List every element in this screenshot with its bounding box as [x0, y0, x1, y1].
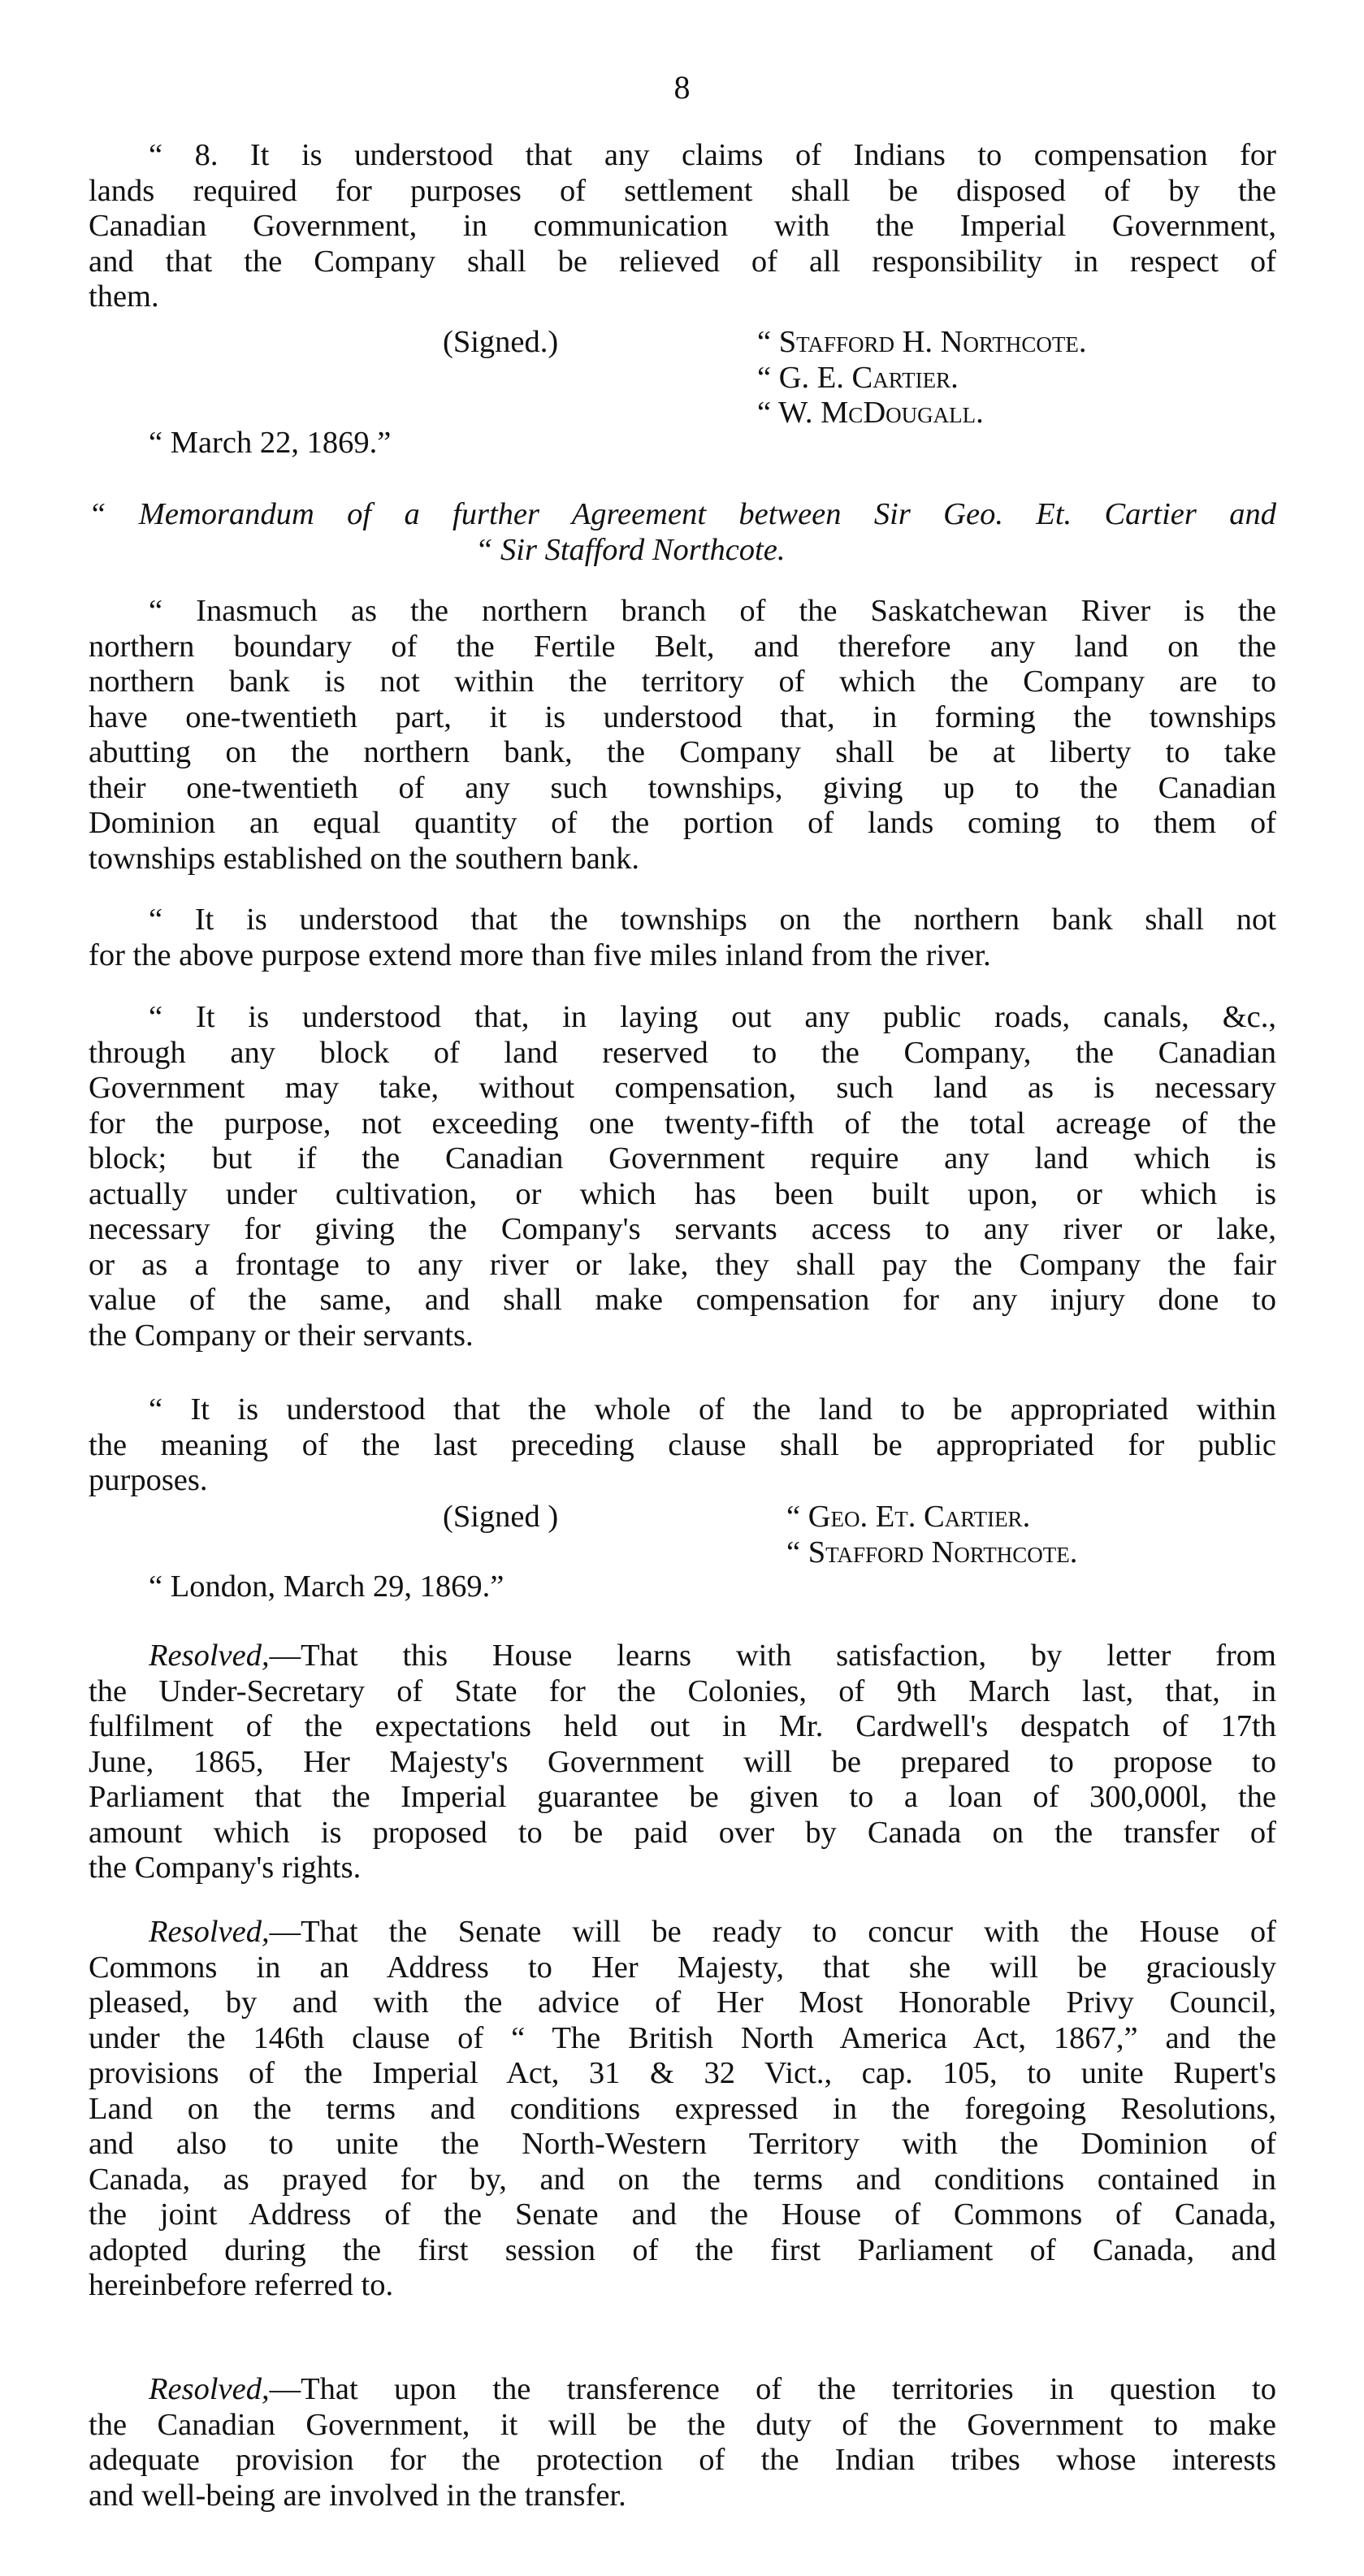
text-line: and also to unite the North-Western Territory with the Dominion of — [89, 2127, 1276, 2161]
text-line: them. — [89, 279, 159, 314]
text-line: actually under cultivation, or which has been built upon, or which is — [89, 1176, 1276, 1211]
signature-date-1: “ March 22, 1869.” — [149, 426, 392, 460]
resolution — [89, 1915, 1276, 2304]
text-line — [89, 2372, 1276, 2408]
resolved-lead: Resolved, — [149, 1639, 270, 1673]
text-line: Parliament that the Imperial guarantee be given to a loan of 300,000l, the — [89, 1780, 1276, 1814]
resolution — [89, 2372, 1276, 2513]
signatory: “ Stafford H. Northcote. — [757, 325, 1087, 359]
signatory: “ Stafford Northcote. — [786, 1535, 1078, 1569]
text-line: “ 8. It is understood that any claims of Indians to compensation for — [149, 138, 1276, 172]
paragraph — [89, 594, 1276, 877]
text-line: and well-being are involved in the transfer. — [89, 2478, 626, 2513]
text-line: the joint Address of the Senate and the House of Commons of Canada, — [89, 2197, 1276, 2232]
text-line: Commons in an Address to Her Majesty, that she will be graciously — [89, 1950, 1276, 1985]
text-line: lands required for purposes of settlement shall be disposed of by the — [89, 173, 1276, 208]
paragraph — [89, 1000, 1276, 1353]
memorandum-heading — [89, 497, 1276, 568]
signatory: “ Geo. Et. Cartier. — [786, 1500, 1031, 1534]
clause-8 — [89, 138, 1276, 315]
text-line: Land on the terms and conditions expressed in the foregoing Resolutions, — [89, 2091, 1276, 2126]
text-line: provisions of the Imperial Act, 31 & 32 Vict., cap. 105, to unite Rupert's — [89, 2056, 1276, 2090]
signatories-1 — [757, 325, 1086, 431]
signatory: “ G. E. Cartier. — [757, 360, 959, 395]
signatories-2 — [786, 1500, 1077, 1570]
text-line: their one-twentieth of any such townships, giving up to the Canadian — [89, 770, 1276, 805]
text-line: or as a frontage to any river or lake, they shall pay the Company the fair — [89, 1247, 1276, 1282]
text-line: the Company's rights. — [89, 1851, 362, 1885]
resolved-lead: Resolved, — [149, 1915, 270, 1949]
text-line: “ It is understood that the townships on the northern bank shall not — [149, 903, 1276, 937]
text-line: pleased, by and with the advice of Her Most Honorable Privy Council, — [89, 1985, 1276, 2020]
text-line: the meaning of the last preceding clause shall be appropriated for public — [89, 1427, 1276, 1462]
resolution-text: —That the Senate will be ready to concur with the House of — [269, 1915, 1276, 1949]
text-line: townships established on the southern bank. — [89, 841, 639, 876]
text-line: value of the same, and shall make compensation for any injury done to — [89, 1283, 1276, 1317]
text-line: northern boundary of the Fertile Belt, and therefore any land on the — [89, 629, 1276, 664]
text-line: Dominion an equal quantity of the portion of lands coming to them of — [89, 806, 1276, 840]
resolution — [89, 1639, 1276, 1886]
text-line: abutting on the northern bank, the Company shall be at liberty to take — [89, 735, 1276, 769]
text-line: necessary for giving the Company's servants access to any river or lake, — [89, 1212, 1276, 1246]
signature-date-2: “ London, March 29, 1869.” — [149, 1569, 504, 1604]
resolution-text: —That this House learns with satisfaction, by letter from — [269, 1639, 1276, 1673]
text-line: “ It is understood that the whole of the land to be appropriated within — [149, 1392, 1276, 1427]
text-line: northern bank is not within the territory of which the Company are to — [89, 665, 1276, 699]
text-line: “ It is understood that, in laying out any public roads, canals, &c., — [149, 1000, 1276, 1034]
text-line: through any block of land reserved to the Company, the Canadian — [89, 1035, 1276, 1070]
text-line: and that the Company shall be relieved of all responsibility in respect of — [89, 244, 1276, 279]
paragraph — [89, 903, 1276, 973]
resolution-text: —That upon the transference of the territories in question to — [269, 2372, 1276, 2406]
text-line: adopted during the first session of the first Parliament of Canada, and — [89, 2232, 1276, 2267]
text-line: the Company or their servants. — [89, 1318, 474, 1353]
text-line: the Canadian Government, it will be the duty of the Government to make — [89, 2407, 1276, 2442]
text-line: Canadian Government, in communication with the Imperial Government, — [89, 209, 1276, 243]
page-number: 8 — [673, 69, 691, 106]
text-line: “ Inasmuch as the northern branch of the Saskatchewan River is the — [149, 594, 1276, 628]
signed-label: (Signed ) — [443, 1500, 559, 1534]
text-line: the Under-Secretary of State for the Colonies, of 9th March last, that, in — [89, 1673, 1276, 1708]
text-line: Government may take, without compensation, such land as is necessary — [89, 1071, 1276, 1105]
text-line — [89, 1639, 1276, 1674]
text-line: block; but if the Canadian Government require any land which is — [89, 1141, 1276, 1175]
text-line: for the purpose, not exceeding one twenty-fifth of the total acreage of the — [89, 1106, 1276, 1141]
text-line: Canada, as prayed for by, and on the terms and conditions contained in — [89, 2162, 1276, 2197]
text-line: fulfilment of the expectations held out in Mr. Cardwell's despatch of 17th — [89, 1709, 1276, 1743]
text-line: have one-twentieth part, it is understood that, in forming the townships — [89, 699, 1276, 734]
resolved-lead: Resolved, — [149, 2372, 270, 2406]
text-line: under the 146th clause of “ The British North America Act, 1867,” and the — [89, 2020, 1276, 2055]
text-line: hereinbefore referred to. — [89, 2268, 394, 2302]
paragraph — [89, 1392, 1276, 1499]
text-line: adequate provision for the protection of the Indian tribes whose interests — [89, 2443, 1276, 2477]
text-line: amount which is proposed to be paid over by Canada on the transfer of — [89, 1815, 1276, 1850]
text-line: June, 1865, Her Majesty's Government will be prepared to propose to — [89, 1744, 1276, 1779]
text-line: for the above purpose extend more than five miles inland from the river. — [89, 937, 991, 972]
signatory: “ W. McDougall. — [757, 396, 984, 430]
heading-line: “ Memorandum of a further Agreement between Sir Geo. Et. Cartier and — [89, 497, 1276, 531]
heading-line: “ Sir Stafford Northcote. — [475, 532, 786, 567]
signed-label: (Signed.) — [443, 325, 559, 359]
text-line: purposes. — [89, 1463, 208, 1497]
text-line — [89, 1915, 1276, 1950]
